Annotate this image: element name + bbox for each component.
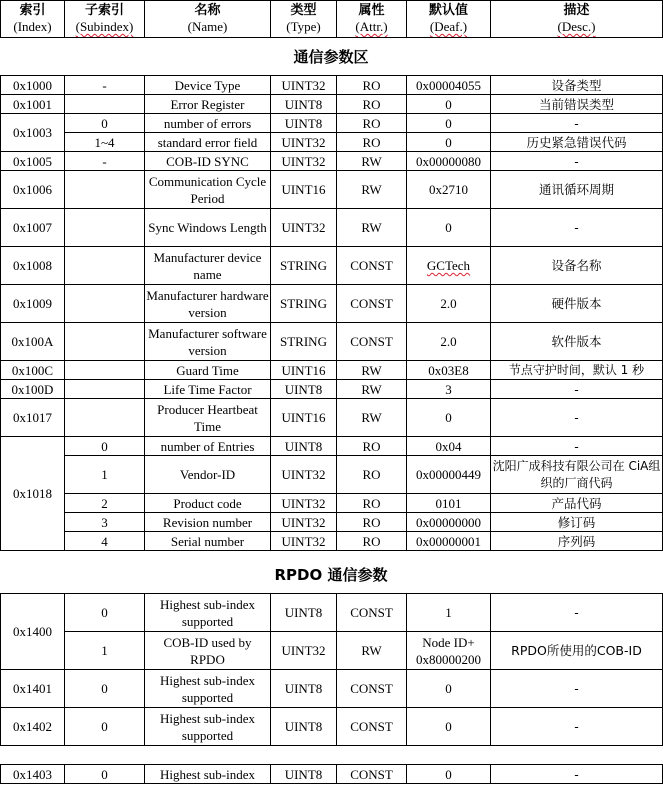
index-cell: 0x1400 xyxy=(1,594,65,670)
desc-cell: - xyxy=(491,152,663,171)
header-type: 类型 (Type) xyxy=(271,1,337,38)
subindex-cell: 4 xyxy=(65,532,145,551)
type-cell: UINT32 xyxy=(271,209,337,247)
type-cell: UINT32 xyxy=(271,632,337,670)
name-cell: Sync Windows Length xyxy=(145,209,271,247)
index-cell: 0x1017 xyxy=(1,399,65,437)
name-cell: Manufacturer hardware version xyxy=(145,285,271,323)
attr-cell: RW xyxy=(337,171,407,209)
table-row xyxy=(1,114,663,133)
subindex-cell xyxy=(65,285,145,323)
header-index: 索引 (Index) xyxy=(1,1,65,38)
desc-cell: - xyxy=(491,209,663,247)
table-row xyxy=(1,456,663,494)
table-row xyxy=(1,76,663,95)
name-cell: Communication Cycle Period xyxy=(145,171,271,209)
subindex-cell: 1 xyxy=(65,456,145,494)
desc-cell: 通讯循环周期 xyxy=(491,171,663,209)
header-table xyxy=(0,0,663,38)
type-cell: UINT8 xyxy=(271,95,337,114)
header-subindex: 子索引 (Subindex) xyxy=(65,1,145,38)
name-cell: standard error field xyxy=(145,133,271,152)
desc-cell: 修订码 xyxy=(491,513,663,532)
default-cell: 0x00000001 xyxy=(407,532,491,551)
header-desc: 描述 (Desc.) xyxy=(491,1,663,38)
table-row xyxy=(1,171,663,209)
table-row xyxy=(1,594,663,632)
subindex-cell: 0 xyxy=(65,670,145,708)
table-row xyxy=(1,513,663,532)
default-cell: 1 xyxy=(407,594,491,632)
subindex-cell xyxy=(65,171,145,209)
type-cell: UINT8 xyxy=(271,708,337,746)
index-cell: 0x1006 xyxy=(1,171,65,209)
desc-cell: 设备名称 xyxy=(491,247,663,285)
subindex-cell xyxy=(65,361,145,380)
type-cell: UINT32 xyxy=(271,133,337,152)
index-cell: 0x100C xyxy=(1,361,65,380)
desc-cell: - xyxy=(491,114,663,133)
attr-cell: RW xyxy=(337,632,407,670)
default-cell: 2.0 xyxy=(407,323,491,361)
default-cell: 0x00000080 xyxy=(407,152,491,171)
name-cell: COB-ID SYNC xyxy=(145,152,271,171)
attr-cell: RO xyxy=(337,494,407,513)
subindex-cell: - xyxy=(65,152,145,171)
index-cell: 0x1401 xyxy=(1,670,65,708)
attr-cell: CONST xyxy=(337,247,407,285)
name-cell: Error Register xyxy=(145,95,271,114)
default-cell: 2.0 xyxy=(407,285,491,323)
name-cell: Life Time Factor xyxy=(145,380,271,399)
desc-cell: 硬件版本 xyxy=(491,285,663,323)
name-cell: Producer Heartbeat Time xyxy=(145,399,271,437)
table-row xyxy=(1,380,663,399)
desc-cell: 软件版本 xyxy=(491,323,663,361)
default-cell: 0 xyxy=(407,765,491,784)
subindex-cell: 1 xyxy=(65,632,145,670)
default-cell: 3 xyxy=(407,380,491,399)
subindex-cell: 0 xyxy=(65,708,145,746)
default-cell: 0 xyxy=(407,399,491,437)
type-cell: STRING xyxy=(271,285,337,323)
attr-cell: RO xyxy=(337,133,407,152)
type-cell: UINT8 xyxy=(271,765,337,784)
table-row xyxy=(1,532,663,551)
default-cell: 0x00004055 xyxy=(407,76,491,95)
attr-cell: RO xyxy=(337,114,407,133)
type-cell: STRING xyxy=(271,323,337,361)
desc-cell: 沈阳广成科技有限公司在 CiA组织的厂商代码 xyxy=(491,456,663,494)
attr-cell: CONST xyxy=(337,323,407,361)
type-cell: UINT8 xyxy=(271,114,337,133)
default-cell: 0 xyxy=(407,708,491,746)
type-cell: UINT8 xyxy=(271,594,337,632)
type-cell: UINT32 xyxy=(271,513,337,532)
type-cell: UINT32 xyxy=(271,76,337,95)
desc-cell: - xyxy=(491,437,663,456)
table-row xyxy=(1,323,663,361)
index-cell: 0x1005 xyxy=(1,152,65,171)
subindex-cell xyxy=(65,95,145,114)
attr-cell: RO xyxy=(337,76,407,95)
default-cell: 0x03E8 xyxy=(407,361,491,380)
default-cell: 0 xyxy=(407,133,491,152)
header-name: 名称 (Name) xyxy=(145,1,271,38)
type-cell: UINT16 xyxy=(271,361,337,380)
default-cell: 0 xyxy=(407,114,491,133)
attr-cell: RW xyxy=(337,152,407,171)
table-row xyxy=(1,670,663,708)
index-cell: 0x1000 xyxy=(1,76,65,95)
subindex-cell: 0 xyxy=(65,765,145,784)
desc-cell: - xyxy=(491,670,663,708)
rpdo-table xyxy=(0,593,663,746)
name-cell: Manufacturer software version xyxy=(145,323,271,361)
index-cell: 0x1001 xyxy=(1,95,65,114)
subindex-cell: 0 xyxy=(65,114,145,133)
name-cell: Device Type xyxy=(145,76,271,95)
comm-params-table xyxy=(0,75,663,551)
desc-cell: - xyxy=(491,399,663,437)
subindex-cell: 0 xyxy=(65,437,145,456)
type-cell: UINT32 xyxy=(271,456,337,494)
rpdo-table-continued xyxy=(0,764,663,784)
type-cell: UINT8 xyxy=(271,437,337,456)
section-title-rpdo: RPDO 通信参数 xyxy=(274,566,388,584)
subindex-cell: - xyxy=(65,76,145,95)
subindex-cell: 1~4 xyxy=(65,133,145,152)
default-cell: 0101 xyxy=(407,494,491,513)
table-row xyxy=(1,209,663,247)
table-row xyxy=(1,133,663,152)
index-cell: 0x1403 xyxy=(1,765,65,784)
index-cell: 0x1009 xyxy=(1,285,65,323)
attr-cell: RO xyxy=(337,532,407,551)
name-cell: COB-ID used by RPDO xyxy=(145,632,271,670)
table-row xyxy=(1,247,663,285)
attr-cell: RW xyxy=(337,361,407,380)
name-cell: number of Entries xyxy=(145,437,271,456)
name-cell: Serial number xyxy=(145,532,271,551)
name-cell: Highest sub-index supported xyxy=(145,670,271,708)
desc-cell: - xyxy=(491,765,663,784)
desc-cell: - xyxy=(491,708,663,746)
table-row xyxy=(1,708,663,746)
attr-cell: CONST xyxy=(337,708,407,746)
name-cell: Product code xyxy=(145,494,271,513)
index-cell: 0x1402 xyxy=(1,708,65,746)
default-cell: 0x2710 xyxy=(407,171,491,209)
name-cell: number of errors xyxy=(145,114,271,133)
header-attr: 属性 (Attr.) xyxy=(337,1,407,38)
subindex-cell: 2 xyxy=(65,494,145,513)
section-title-comm-params: 通信参数区 xyxy=(293,48,369,66)
type-cell: UINT32 xyxy=(271,152,337,171)
desc-cell: - xyxy=(491,594,663,632)
type-cell: UINT16 xyxy=(271,171,337,209)
default-cell: 0 xyxy=(407,209,491,247)
attr-cell: RO xyxy=(337,95,407,114)
subindex-cell xyxy=(65,399,145,437)
name-cell: Guard Time xyxy=(145,361,271,380)
index-cell: 0x100D xyxy=(1,380,65,399)
desc-cell: 历史紧急错误代码 xyxy=(491,133,663,152)
default-cell: 0 xyxy=(407,670,491,708)
desc-cell: 序列码 xyxy=(491,532,663,551)
type-cell: STRING xyxy=(271,247,337,285)
table-row xyxy=(1,399,663,437)
subindex-cell xyxy=(65,209,145,247)
table-row xyxy=(1,361,663,380)
attr-cell: RO xyxy=(337,437,407,456)
table-row xyxy=(1,632,663,670)
desc-cell: RPDO所使用的COB-ID xyxy=(491,632,663,670)
default-cell: 0x00000449 xyxy=(407,456,491,494)
desc-cell: 设备类型 xyxy=(491,76,663,95)
header-default: 默认值 (Deaf.) xyxy=(407,1,491,38)
type-cell: UINT32 xyxy=(271,494,337,513)
table-row xyxy=(1,437,663,456)
default-cell: GCTech xyxy=(407,247,491,285)
attr-cell: RW xyxy=(337,399,407,437)
index-cell: 0x100A xyxy=(1,323,65,361)
table-row xyxy=(1,765,663,784)
table-row xyxy=(1,95,663,114)
name-cell: Highest sub-index xyxy=(145,765,271,784)
desc-cell: 当前错误类型 xyxy=(491,95,663,114)
attr-cell: CONST xyxy=(337,765,407,784)
type-cell: UINT16 xyxy=(271,399,337,437)
default-cell: Node ID+ 0x80000200 xyxy=(407,632,491,670)
subindex-cell xyxy=(65,247,145,285)
default-cell: 0 xyxy=(407,95,491,114)
subindex-cell xyxy=(65,380,145,399)
attr-cell: RW xyxy=(337,380,407,399)
default-cell: 0x04 xyxy=(407,437,491,456)
name-cell: Manufacturer device name xyxy=(145,247,271,285)
attr-cell: CONST xyxy=(337,670,407,708)
name-cell: Revision number xyxy=(145,513,271,532)
desc-cell: 节点守护时间，默认 1 秒 xyxy=(491,361,663,380)
name-cell: Vendor-ID xyxy=(145,456,271,494)
desc-cell: 产品代码 xyxy=(491,494,663,513)
index-cell: 0x1003 xyxy=(1,114,65,152)
subindex-cell xyxy=(65,323,145,361)
attr-cell: RO xyxy=(337,456,407,494)
index-cell: 0x1008 xyxy=(1,247,65,285)
type-cell: UINT32 xyxy=(271,532,337,551)
name-cell: Highest sub-index supported xyxy=(145,708,271,746)
type-cell: UINT8 xyxy=(271,670,337,708)
name-cell: Highest sub-index supported xyxy=(145,594,271,632)
desc-cell: - xyxy=(491,380,663,399)
index-cell: 0x1018 xyxy=(1,437,65,551)
attr-cell: CONST xyxy=(337,285,407,323)
attr-cell: RO xyxy=(337,513,407,532)
attr-cell: CONST xyxy=(337,594,407,632)
attr-cell: RW xyxy=(337,209,407,247)
type-cell: UINT8 xyxy=(271,380,337,399)
subindex-cell: 0 xyxy=(65,594,145,632)
index-cell: 0x1007 xyxy=(1,209,65,247)
table-row xyxy=(1,285,663,323)
subindex-cell: 3 xyxy=(65,513,145,532)
table-row xyxy=(1,152,663,171)
default-cell: 0x00000000 xyxy=(407,513,491,532)
table-row xyxy=(1,494,663,513)
